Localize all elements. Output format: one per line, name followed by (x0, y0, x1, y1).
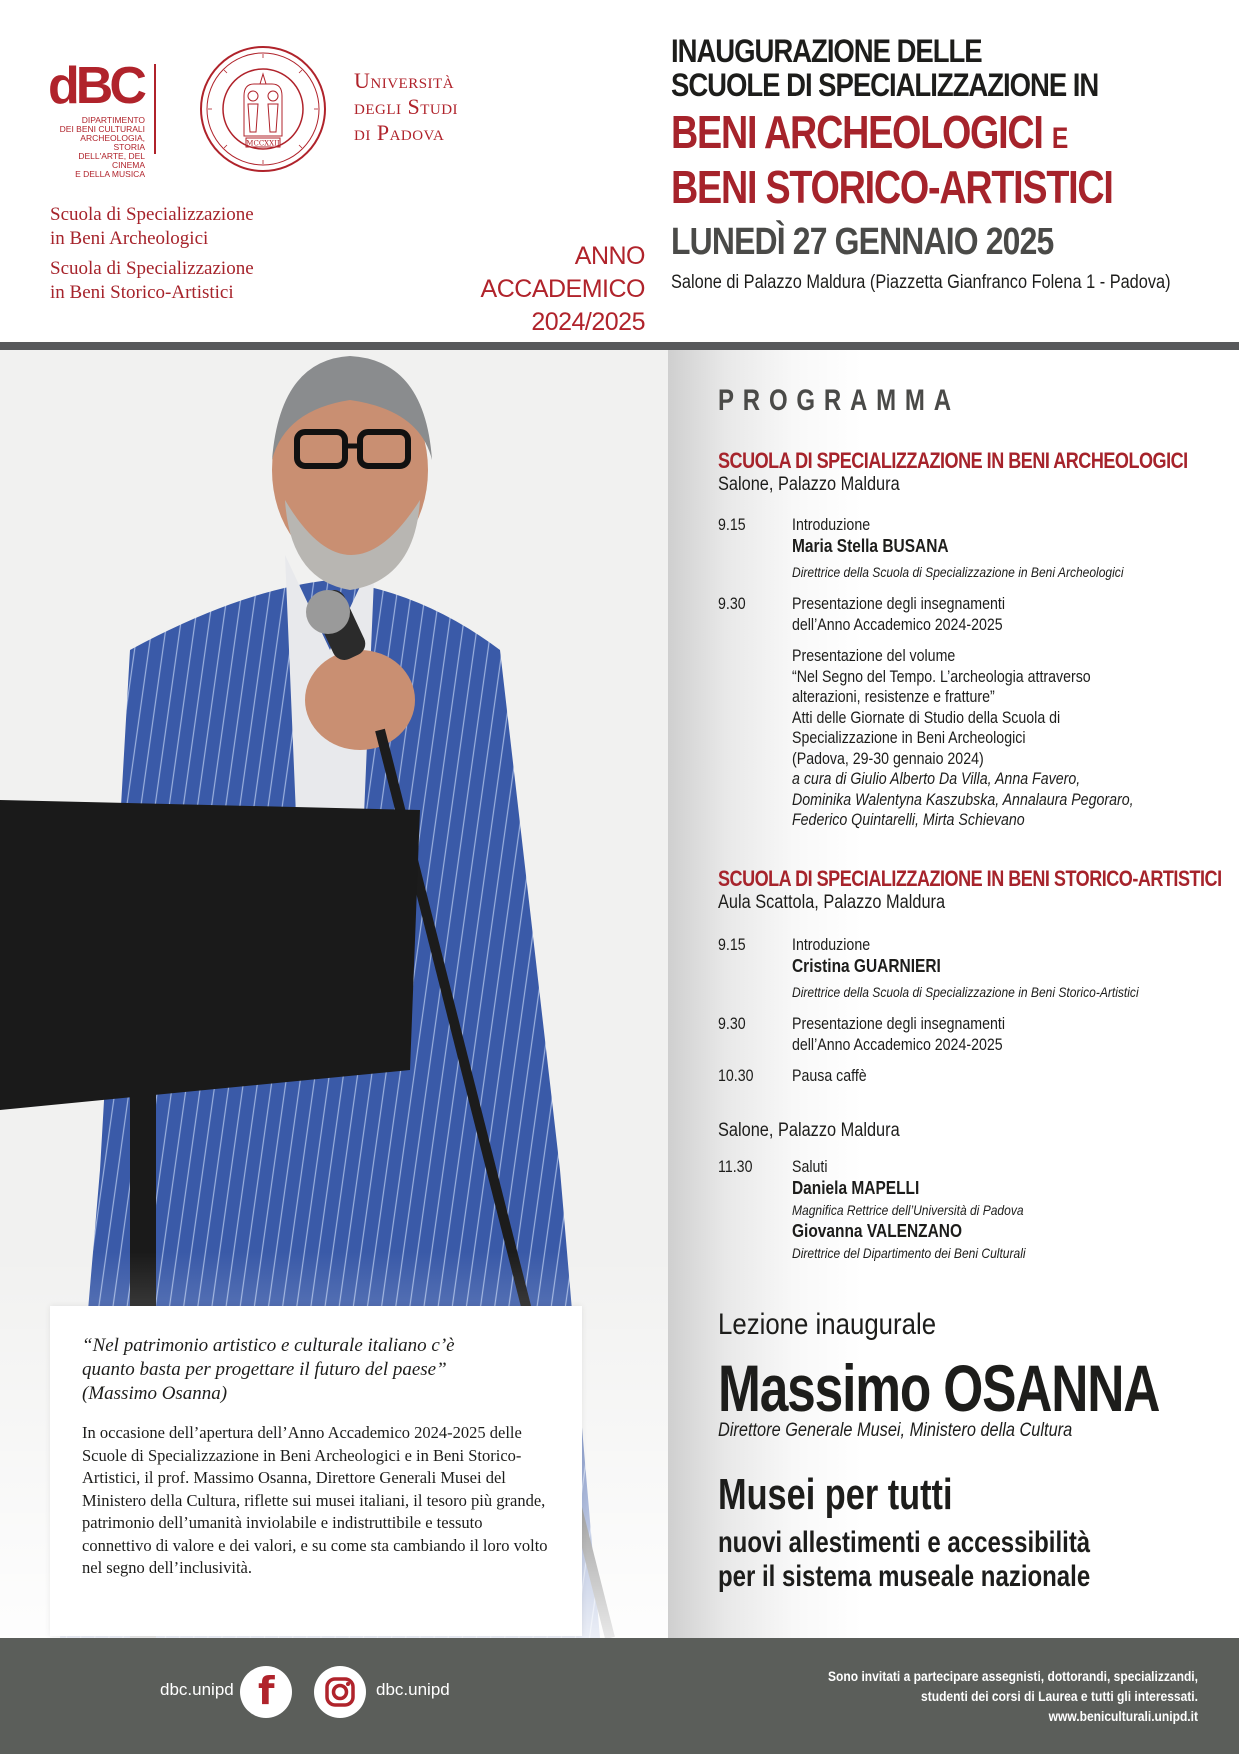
instagram-icon[interactable] (314, 1666, 366, 1718)
dbc-sub-line: DELL'ARTE, DEL CINEMA (78, 151, 145, 170)
dbc-sub-line: ARCHEOLOGIA, STORIA (80, 133, 145, 152)
academic-year-value: 2024/2025 (531, 308, 645, 336)
school-storico-artistici (50, 257, 254, 305)
item-label: Introduzione (792, 516, 871, 534)
university-name (354, 68, 458, 146)
item-role: Direttrice della Scuola di Specializzazione in Beni Archeologici (792, 564, 1124, 580)
item-line: Atti delle Giornate di Studio della Scuola di (792, 708, 1061, 727)
item-time: 10.30 (718, 1067, 754, 1085)
university-name-line: Università (354, 68, 455, 93)
item-person: Maria Stella BUSANA (792, 535, 949, 556)
logo-divider (154, 64, 156, 154)
item-person: Cristina GUARNIERI (792, 955, 941, 976)
section-storico-artistici (718, 866, 1239, 914)
item-line: Specializzazione in Beni Archeologici (792, 729, 1026, 747)
item-line: Presentazione degli insegnamenti (792, 1015, 1005, 1033)
quote-body: In occasione dell’apertura dell’Anno Accademico 2024-2025 delle Scuole di Specializzazione in Beni Archeologici e in Beni Storico-Artistici, il prof. Massimo Osanna, Direttore Generali Musei del Ministero della Cultura, riflette sui musei italiani, il tesoro più grande, patrimonio dell’umanità inviolabile e indistruttibile e tessuto connettivo di valore e dei valori, e su come sta cambiando il loro volto nel segno dell’inclusività. (82, 1423, 548, 1577)
website-link[interactable]: www.beniculturali.unipd.it (1048, 1708, 1198, 1724)
quote (82, 1334, 552, 1406)
quote-box (50, 1306, 582, 1636)
section-venue: Salone, Palazzo Maldura (718, 474, 900, 495)
instagram-handle[interactable]: dbc.unipd (376, 1680, 450, 1699)
dbc-logo (48, 57, 158, 179)
item-editors: Federico Quintarelli, Mirta Schievano (792, 811, 1025, 829)
dbc-sub-line: DIPARTIMENTO (81, 115, 145, 125)
school-line: Scuola di Specializzazione (50, 204, 254, 225)
lecture-title: Musei per tutti (718, 1470, 953, 1519)
lecture-label: Lezione inaugurale (718, 1308, 937, 1341)
university-name-line: di Padova (354, 120, 445, 145)
event-title-line: SCUOLE DI SPECIALIZZAZIONE IN (671, 67, 1099, 103)
event-title-line: INAUGURAZIONE DELLE (671, 33, 982, 69)
item-time: 9.30 (718, 1015, 746, 1033)
footer-note-line: Sono invitati a partecipare assegnisti, dottorandi, specializzandi, (828, 1668, 1198, 1684)
event-title (671, 34, 1153, 102)
lecture-subtitle-line: nuovi allestimenti e accessibilità (718, 1526, 1091, 1559)
dbc-mark: dBC (48, 57, 143, 115)
university-seal-icon (198, 44, 328, 174)
lecture-subtitle-line: per il sistema museale nazionale (718, 1560, 1091, 1593)
item-person: Daniela MAPELLI (792, 1177, 920, 1198)
item-line: Presentazione degli insegnamenti (792, 595, 1005, 613)
section-title: SCUOLA DI SPECIALIZZAZIONE IN BENI ARCHEOLOGICI (718, 448, 1188, 473)
item-line: Presentazione del volume (792, 647, 956, 665)
lecture-speaker: Massimo OSANNA (718, 1351, 1160, 1425)
item-line: “Nel Segno del Tempo. L’archeologia attraverso (792, 667, 1091, 686)
dbc-subtitle (48, 116, 145, 179)
item-time: 9.15 (718, 936, 746, 954)
section-venue: Salone, Palazzo Maldura (718, 1120, 900, 1141)
item-role: Direttrice della Scuola di Specializzazione in Beni Storico-Artistici (792, 984, 1139, 1000)
school-archeologici (50, 203, 254, 251)
header-divider (0, 342, 1239, 350)
item-line: alterazioni, resistenze e fratture” (792, 688, 995, 706)
quote-line: quanto basta per progettare il futuro del paese” (82, 1359, 447, 1380)
item-role: Direttrice del Dipartimento dei Beni Culturali (792, 1245, 1026, 1261)
quote-author: (Massimo Osanna) (82, 1383, 228, 1404)
lecture-speaker-role: Direttore Generale Musei, Ministero della Cultura (718, 1420, 1073, 1441)
academic-year (440, 240, 645, 339)
item-editors: Dominika Walentyna Kaszubska, Annalaura Pegoraro, (792, 790, 1134, 809)
university-name-line: degli Studi (354, 94, 459, 119)
item-time: 9.15 (718, 516, 746, 534)
item-line: (Padova, 29-30 gennaio 2024) (792, 749, 984, 768)
item-editors: a cura di Giulio Alberto Da Villa, Anna Favero, (792, 770, 1081, 788)
item-time: 11.30 (718, 1158, 753, 1176)
event-date: LUNEDÌ 27 GENNAIO 2025 (671, 221, 1054, 263)
section-archeologici (718, 448, 1239, 496)
quote-line: “Nel patrimonio artistico e culturale italiano c’è (82, 1335, 455, 1356)
school-line: in Beni Storico-Artistici (50, 282, 234, 303)
dbc-sub-line: DEI BENI CULTURALI (59, 124, 145, 134)
facebook-handle[interactable]: dbc.unipd (160, 1680, 234, 1699)
academic-year-label: ANNO ACCADEMICO (480, 242, 645, 303)
event-subject (671, 108, 1130, 211)
item-line: dell’Anno Accademico 2024-2025 (792, 1035, 1003, 1054)
facebook-icon[interactable]: f (240, 1666, 292, 1718)
footer-note-line: studenti dei corsi di Laurea e tutti gli interessati. (921, 1688, 1198, 1704)
subject-line: BENI ARCHEOLOGICI (671, 106, 1043, 158)
school-line: in Beni Archeologici (50, 228, 209, 249)
event-venue: Salone di Palazzo Maldura (Piazzetta Gianfranco Folena 1 - Padova) (671, 272, 1171, 293)
subject-line: BENI STORICO-ARTISTICI (671, 161, 1113, 213)
item-time: 9.30 (718, 595, 746, 613)
schools-list (50, 203, 254, 311)
item-person: Giovanna VALENZANO (792, 1220, 963, 1241)
item-label: Introduzione (792, 936, 871, 954)
item-line: dell’Anno Accademico 2024-2025 (792, 615, 1003, 634)
school-line: Scuola di Specializzazione (50, 258, 254, 279)
section-venue: Aula Scattola, Palazzo Maldura (718, 892, 946, 913)
subject-conjunction: E (1051, 122, 1068, 155)
footer-note (640, 1666, 1198, 1726)
item-line: Pausa caffè (792, 1067, 867, 1085)
event-title-block (671, 34, 1231, 294)
section-title: SCUOLA DI SPECIALIZZAZIONE IN BENI STORICO-ARTISTICI (718, 866, 1222, 891)
program-heading: PROGRAMMA (718, 384, 960, 417)
item-role: Magnifica Rettrice dell’Università di Padova (792, 1202, 1024, 1218)
dbc-sub-line: E DELLA MUSICA (75, 169, 145, 179)
lecture-subtitle (718, 1526, 1090, 1594)
item-label: Saluti (792, 1158, 828, 1176)
seal-year: MCCXXII (246, 139, 280, 148)
